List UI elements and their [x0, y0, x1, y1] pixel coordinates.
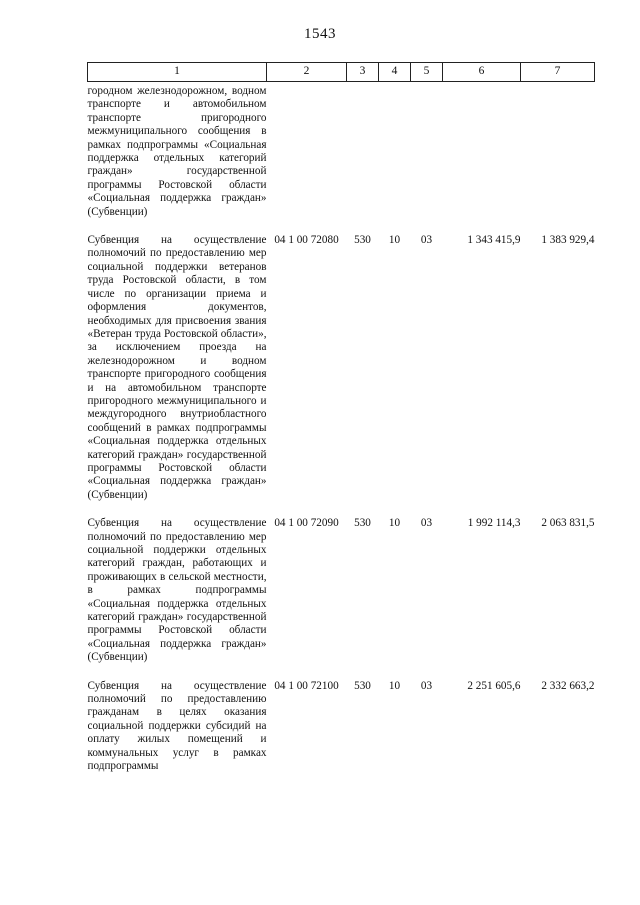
amount-year-2	[521, 82, 595, 229]
table-row	[88, 511, 595, 673]
column-header: 2	[267, 63, 347, 82]
amount-year-1: 1 992 114,3	[467, 517, 521, 530]
expense-type: 530	[354, 517, 371, 530]
target-article-code: 04 1 00 72100	[274, 679, 339, 692]
target-article-code	[267, 82, 347, 229]
section-code: 10	[388, 679, 401, 692]
row-description: Субвенция на осуществление полномочий по предоставлению мер социальной поддержки отдельных категорий граждан, работающих и проживающих в сельской местности, в рамках подпрограммы «Социальная поддержка отдельных категорий граждан» государственной программы Ростовской области «Социальная поддержка граждан» (Субвенции)	[87, 517, 267, 664]
row-description: Субвенция на осуществление полномочий по предоставлению мер социальной поддержки ветеранов труда Ростовской области, в том числе по организации приема и оформления документов, необходимых для присвоения звания «Ветеран труда Ростовской области», за исключением проезда на железнодорожном и водном транспорте пригородного сообщения и на автомобильном транспорте пригородного межмуниципального и междугородного внутриобластного сообщений в рамках подпрограммы «Социальная поддержка отдельных категорий граждан» государственной программы Ростовской области «Социальная поддержка граждан» (Субвенции)	[87, 234, 267, 501]
table-row	[88, 674, 595, 783]
amount-year-1: 1 343 415,9	[467, 234, 521, 247]
amount-year-2: 2 063 831,5	[541, 517, 595, 530]
column-header: 1	[88, 63, 267, 82]
amount-year-1	[443, 82, 521, 229]
subsection-code	[411, 82, 443, 229]
subsection-code: 03	[420, 234, 433, 247]
page-number: 1543	[304, 26, 336, 42]
target-article-code: 04 1 00 72080	[274, 234, 339, 247]
column-header: 7	[521, 63, 595, 82]
row-description: городном железнодорожном, водном транспорте и автомобильном транспорте пригородного межмуниципального сообщения в рамках подпрограммы «Социальная поддержка отдельных категорий граждан» государственной программы Ростовской области «Социальная поддержка граждан» (Субвенции)	[87, 85, 267, 218]
section-code: 10	[388, 234, 401, 247]
table-row	[88, 82, 595, 229]
section-code	[379, 82, 411, 229]
expense-type: 530	[354, 679, 371, 692]
target-article-code: 04 1 00 72090	[274, 517, 339, 530]
column-header: 4	[379, 63, 411, 82]
subsection-code: 03	[420, 679, 433, 692]
column-header: 6	[443, 63, 521, 82]
row-description: Субвенция на осуществление полномочий по предоставлению гражданам в целях оказания социальной поддержки субсидий на оплату жилых помещений и коммунальных услуг в рамках подпрограммы	[87, 679, 267, 773]
amount-year-1: 2 251 605,6	[467, 679, 521, 692]
header-row	[88, 63, 595, 82]
subsection-code: 03	[420, 517, 433, 530]
column-header: 3	[347, 63, 379, 82]
section-code: 10	[388, 517, 401, 530]
budget-table	[87, 62, 595, 783]
table-row	[88, 228, 595, 511]
amount-year-2: 1 383 929,4	[541, 234, 595, 247]
column-header: 5	[411, 63, 443, 82]
expense-type: 530	[354, 234, 371, 247]
amount-year-2: 2 332 663,2	[541, 679, 595, 692]
expense-type	[347, 82, 379, 229]
